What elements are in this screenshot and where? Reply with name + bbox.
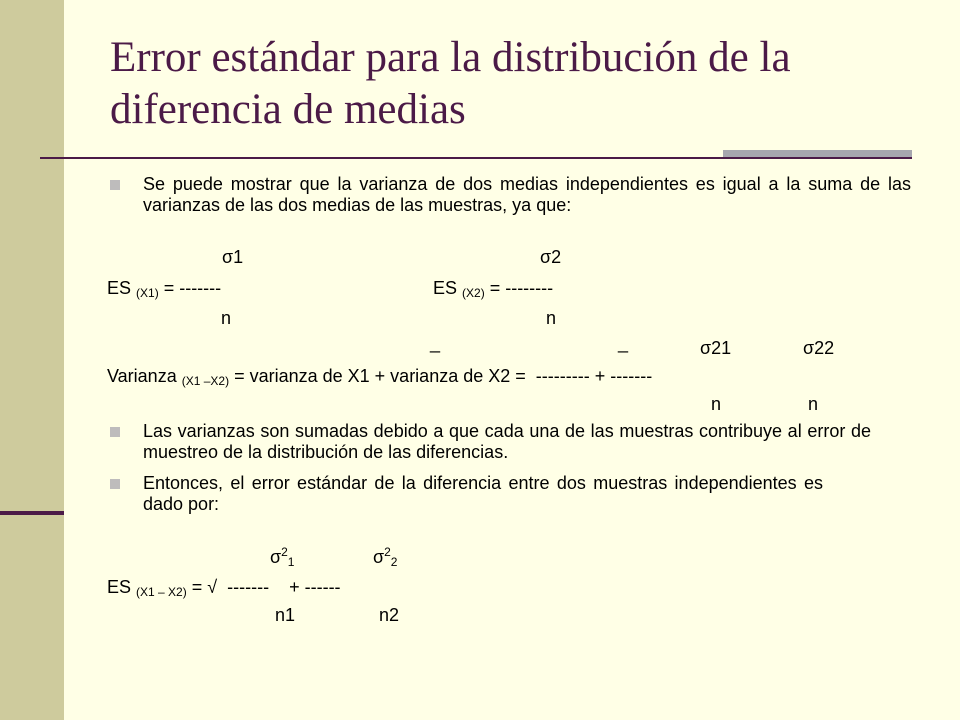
formula3-sigma-2-base: σ <box>373 547 385 567</box>
bullet-text-1: Se puede mostrar que la varianza de dos medias independientes es igual a la suma de las varianzas de las dos medias de las muestras, ya que: <box>143 174 911 215</box>
formula1-es-label-2: ES <box>433 278 463 298</box>
formula3-sigma-2 <box>373 547 397 568</box>
formula3-sigma-2-sup: 2 <box>384 545 391 559</box>
square-bullet-icon <box>110 427 120 437</box>
formula2-label: Varianza <box>107 366 182 386</box>
formula2-n-1: n <box>711 394 722 414</box>
formula1-es-label-1: ES <box>107 278 137 298</box>
formula3-rest: = √ ------- + ------ <box>186 577 341 597</box>
formula1-n-1: n <box>221 308 232 328</box>
formula1-es-sub-1: (X1) <box>136 286 159 300</box>
formula3-line <box>107 577 341 598</box>
formula2-sigma21: σ21 <box>700 338 732 358</box>
formula3-n2: n2 <box>379 605 400 625</box>
formula3-sigma-2-sub: 2 <box>390 555 398 569</box>
square-bullet-icon <box>110 180 120 190</box>
formula3-sub: (X1 – X2) <box>136 585 187 599</box>
formula1-es-1 <box>107 278 221 299</box>
formula2-line <box>107 366 652 387</box>
formula1-es-rest-1: = ------- <box>158 278 222 298</box>
formula1-es-2 <box>433 278 553 299</box>
formula2-rest: = varianza de X1 + varianza de X2 = --------- + ------- <box>229 366 653 386</box>
square-bullet-icon <box>110 479 120 489</box>
formula3-sigma-1-base: σ <box>270 547 282 567</box>
bullet-text-3: Entonces, el error estándar de la diferencia entre dos muestras independientes es dado por: <box>143 473 823 514</box>
formula2-sub: (X1 –X2) <box>181 374 230 388</box>
formula1-es-sub-2: (X2) <box>462 286 485 300</box>
formula1-sigma2: σ2 <box>540 247 562 267</box>
formula3-label: ES <box>107 577 137 597</box>
formula2-n-2: n <box>808 394 819 414</box>
formula1-n-2: n <box>546 308 557 328</box>
formula3-sigma-1 <box>270 547 294 568</box>
formula3-sigma-1-sup: 2 <box>281 545 288 559</box>
formula3-sigma-1-sub: 1 <box>287 555 295 569</box>
formula2-bar-1: _ <box>430 333 441 353</box>
formula1-es-rest-2: = -------- <box>484 278 554 298</box>
bullet-text-2: Las varianzas son sumadas debido a que cada una de las muestras contribuye al error de muestreo de la distribución de las diferencias. <box>143 421 871 462</box>
formula2-sigma22: σ22 <box>803 338 835 358</box>
formula2-bar-2: _ <box>618 333 629 353</box>
slide-title: Error estándar para la distribución de la diferencia de medias <box>110 34 791 133</box>
formula1-sigma1: σ1 <box>222 247 244 267</box>
formula3-n1: n1 <box>275 605 296 625</box>
